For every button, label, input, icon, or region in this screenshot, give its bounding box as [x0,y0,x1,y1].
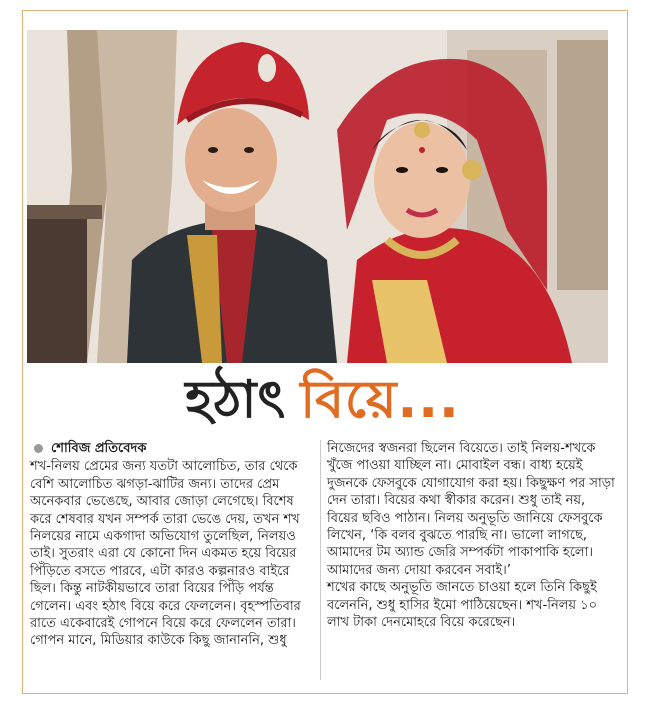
byline-text: শোবিজ প্রতিবেদক [51,441,147,456]
article-column-right [327,440,617,631]
headline [0,368,645,432]
article-paragraph: শখ-নিলয় প্রেমের জন্য যতটা আলোচিত, তার থেকে বেশি আলোচিত ঝগড়া-ঝাটির জন্য। তাদের প্রেম অনেকবার ভেঙেছে, আবার জোড়া লেগেছে। বিশেষ করে শেষবার যখন সম্পর্ক তারা ভেঙে দেয়, তখন শখ নিলয়ের নামে একগাদা অভিযোগ তুলেছিল, নিলয়ও তাই। সুতরাং এরা যে কোনো দিন একমত হয়ে বিয়ের পিঁড়িতে বসতে পারবে, এটা কারও কল্পনারও বাইরে ছিল। কিন্তু নাটকীয়ভাবে তারা বিয়ের পিঁড়ি পর্যন্ত গেলেন। এবং হঠাৎ বিয়ে করে ফেললেন। বৃহস্পতিবার রাতে একেবারেই গোপনে বিয়ে করে ফেললেন তারা। [30,459,301,632]
byline [30,440,316,457]
headline-word-1: হঠাৎ [185,370,287,430]
wedding-photo [27,30,608,363]
article-paragraph: শখের কাছে অনুভূতি জানতে চাওয়া হলে তিনি কিছুই বলেননি, শুধু হাসির ইমো পাঠিয়েছেন। শখ-নিলয় ১০ লাখ টাকা দেনমোহরে বিয়ে করেছেন। [327,580,598,631]
article-paragraph: গোপন মানে, মিডিয়ার কাউকে কিছু জানাননি, শুধু [30,633,287,649]
article-column-left [30,440,316,650]
column-divider [320,440,321,680]
headline-word-2: বিয়ে... [300,370,460,430]
bullet-icon [34,444,43,453]
article-paragraph: নিজেদের স্বজনরা ছিলেন বিয়েতে। তাই নিলয়-শখকে খুঁজে পাওয়া যাচ্ছিল না। মোবাইল বন্ধ। বাধ্য হয়েই দুজনকে ফেসবুকে যোগাযোগ করা হয়। কিছুক্ষণ পর সাড়া দেন তারা। বিয়ের কথা স্বীকার করেন। শুধু তাই নয়, বিয়ের ছবিও পাঠান। নিলয় অনুভূতি জানিয়ে ফেসবুকে লিখেন, ‘কি বলব বুঝতে পারছি না। ভালো লাগছে, আমাদের টম অ্যান্ড জেরি সম্পর্কটা পাকাপাকি হলো। আমাদের জন্য দোয়া করবেন সবাই।’ [327,441,615,578]
